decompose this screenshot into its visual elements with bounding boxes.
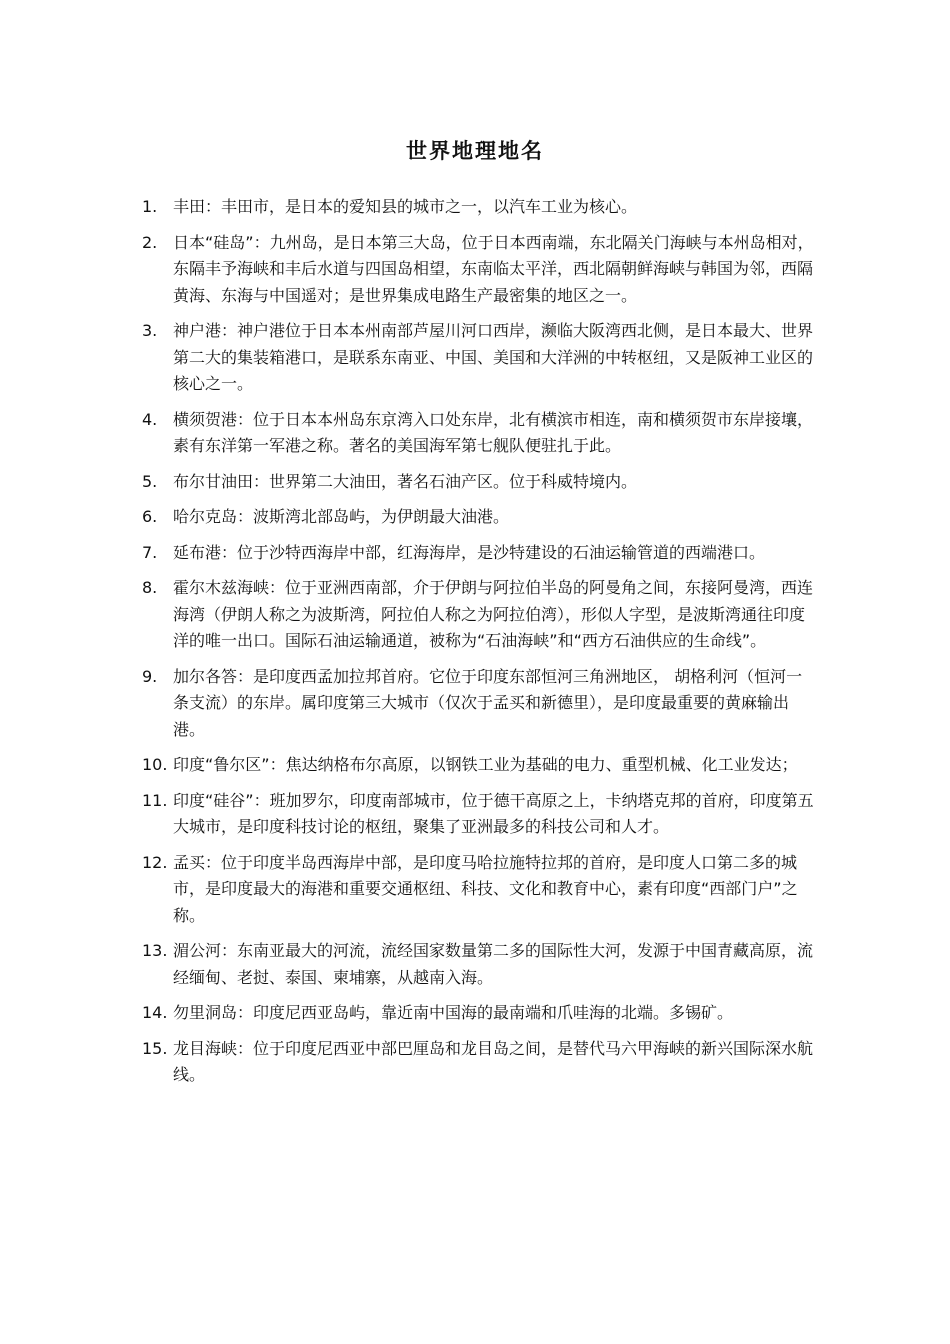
list-item-number: 3. [142,321,158,340]
list-item-number: 7. [142,542,158,562]
list-item [142,469,818,496]
list-item [142,788,818,841]
list-item [142,318,818,398]
list-item-text: 哈尔克岛：波斯湾北部岛屿，为伊朗最大油港。 [173,507,510,526]
list-item-text: 霍尔木兹海峡：位于亚洲西南部，介于伊朗与阿拉伯半岛的阿曼角之间，东接阿曼湾，西连海湾（伊朗人称之为波斯湾，阿拉伯人称之为阿拉伯湾），形似人字型，是波斯湾通往印度洋的唯一出口。国际石油运输通道，被称为“石油海峡”和“西方石油供应的生命线”。 [173,578,814,650]
list-item-text: 孟买：位于印度半岛西海岸中部，是印度马哈拉施特拉邦的首府，是印度人口第二多的城市，是印度最大的海港和重要交通枢纽、科技、文化和教育中心，素有印度“西部门户”之称。 [173,852,798,925]
list-item-text: 湄公河：东南亚最大的河流，流经国家数量第二多的国际性大河，发源于中国青藏高原，流经缅甸、老挝、泰国、柬埔寨，从越南入海。 [173,941,814,987]
list-item-number: 1. [142,197,158,216]
list-item [142,575,818,655]
list-item [142,504,818,531]
list-item [142,230,818,310]
place-name-list [142,194,818,1098]
list-item-text: 勿里洞岛：印度尼西亚岛屿，靠近南中国海的最南端和爪哇海的北端。多锡矿。 [173,1003,734,1022]
list-item-number: 5. [142,471,158,491]
list-item-number: 15. [142,1038,168,1058]
list-item [142,752,818,779]
list-item [142,1036,818,1089]
list-item-text: 丰田：丰田市，是日本的爱知县的城市之一，以汽车工业为核心。 [173,197,638,216]
list-item-number: 6. [142,507,158,526]
list-item-text: 加尔各答：是印度西孟加拉邦首府。它位于印度东部恒河三角洲地区， 胡格利河（恒河一条支流）的东岸。属印度第三大城市（仅次于孟买和新德里），是印度最重要的黄麻输出港。 [173,666,803,739]
list-item-text: 龙目海峡：位于印度尼西亚中部巴厘岛和龙目岛之间，是替代马六甲海峡的新兴国际深水航线。 [173,1038,814,1084]
list-item-text: 延布港：位于沙特西海岸中部，红海海岸，是沙特建设的石油运输管道的西端港口。 [173,542,766,562]
list-item-number: 14. [142,1003,168,1022]
list-item-text: 印度“鲁尔区”：焦达纳格布尔高原，以钢铁工业为基础的电力、重型机械、化工业发达； [173,755,798,774]
list-item-number: 11. [142,790,168,810]
list-item-number: 8. [142,578,158,597]
list-item [142,938,818,991]
list-item [142,850,818,930]
list-item [142,407,818,460]
list-item [142,540,818,567]
list-item-number: 2. [142,232,158,252]
document-title: 世界地理地名 [406,138,544,163]
list-item-text: 横须贺港：位于日本本州岛东京湾入口处东岸，北有横滨市相连，南和横须贺市东岸接壤，素有东洋第一军港之称。著名的美国海军第七舰队便驻扎于此。 [173,409,814,455]
list-item-text: 日本“硅岛”：九州岛，是日本第三大岛，位于日本西南端，东北隔关门海峡与本州岛相对，东隔丰予海峡和丰后水道与四国岛相望，东南临太平洋，西北隔朝鲜海峡与韩国为邻，西隔黄海、东海与中国遥对；是世界集成电路生产最密集的地区之一。 [173,232,814,305]
list-item-text: 布尔甘油田：世界第二大油田，著名石油产区。位于科威特境内。 [173,471,638,491]
list-item-number: 4. [142,409,158,429]
list-item-text: 印度“硅谷”：班加罗尔，印度南部城市，位于德干高原之上，卡纳塔克邦的首府，印度第五大城市，是印度科技讨论的枢纽，聚集了亚洲最多的科技公司和人才。 [173,790,814,836]
list-item-number: 13. [142,941,168,960]
list-item-text: 神户港：神户港位于日本本州南部芦屋川河口西岸，濒临大阪湾西北侧，是日本最大、世界第二大的集装箱港口，是联系东南亚、中国、美国和大洋洲的中转枢纽，又是阪神工业区的核心之一。 [173,321,814,393]
list-item [142,194,818,221]
list-item-number: 9. [142,666,158,686]
list-item [142,1000,818,1027]
list-item-number: 12. [142,852,168,872]
list-item-number: 10. [142,755,168,774]
list-item [142,664,818,744]
